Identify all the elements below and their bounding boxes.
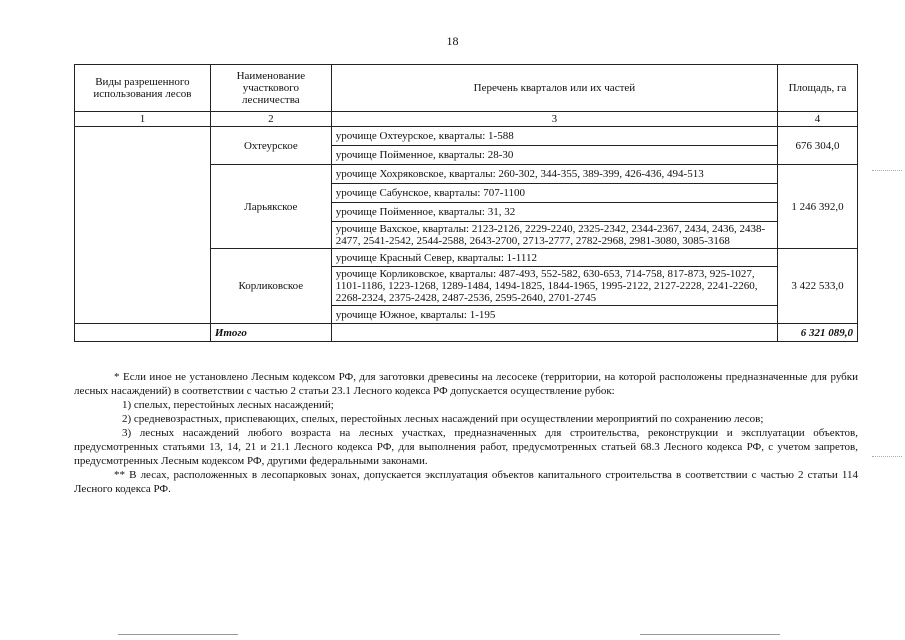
area-value: 3 422 533,0 [778,249,858,324]
header-area: Площадь, га [778,65,858,112]
scan-artifact [872,456,902,458]
total-row [75,324,858,342]
footnote-item-3: 3) лесных насаждений любого возраста на лесных участках, предназначенных для строительства, реконструкции и эксплуатации объектов, предусмотренных статьями 13, 14, 21 и 21.1 Лесного кодекса РФ, для выполнения работ, предусмотренных статьей 68.3 Лесного кодекса РФ, с учетом запретов, предусмотренных Лесным кодексом РФ, другими федеральными законами. [74,427,858,467]
footnote-2: ** В лесах, расположенных в лесопарковых зонах, допускается эксплуатация объектов капитального строительства в соответствии с частью 2 статьи 114 Лесного кодекса РФ. [74,469,858,495]
footnote-item-2: 2) средневозрастных, приспевающих, спелых, перестойных лесных насаждений при осуществлении мероприятий по сохранению лесов; [122,413,764,425]
column-number: 2 [210,112,331,127]
header-use-type: Виды разрешенного использования лесов [75,65,211,112]
footnotes [74,370,858,496]
empty-cell [331,324,777,342]
table-header-row [75,65,858,112]
scan-artifact [872,170,902,172]
quarters-cell: урочище Вахское, кварталы: 2123-2126, 2229-2240, 2325-2342, 2344-2367, 2434, 2436, 2438-2477, 2541-2542, 2544-2588, 2643-2700, 2713-2777, 2782-2968, 2981-3080, 3085-3168 [331,222,777,249]
table-row [75,127,858,146]
quarters-cell: урочище Южное, кварталы: 1-195 [331,306,777,324]
column-number: 1 [75,112,211,127]
quarters-cell: урочище Сабунское, кварталы: 707-1100 [331,184,777,203]
forestry-name: Ларьякское [210,165,331,249]
quarters-cell: урочище Пойменное, кварталы: 28-30 [331,146,777,165]
column-number: 3 [331,112,777,127]
forest-use-table [74,64,858,342]
quarters-cell: урочище Красный Север, кварталы: 1-1112 [331,249,777,267]
use-type-cell [75,127,211,324]
footnote-1: * Если иное не установлено Лесным кодексом РФ, для заготовки древесины на лесосеке (территории, на которой расположены предназначенные для рубки лесных насаждений) в соответствии с частью 2 статьи 23.1 Лесного кодекса РФ допускается осуществление рубок: [74,371,858,397]
bottom-rule [640,634,780,635]
column-number: 4 [778,112,858,127]
forestry-name: Охтеурское [210,127,331,165]
bottom-rule [118,634,238,635]
total-value: 6 321 089,0 [778,324,858,342]
column-number-row [75,112,858,127]
page-number: 18 [446,34,459,48]
empty-cell [75,324,211,342]
forestry-name: Корликовское [210,249,331,324]
total-label: Итого [210,324,331,342]
header-forestry-name: Наименование участкового лесничества [210,65,331,112]
quarters-cell: урочище Корликовское, кварталы: 487-493, 552-582, 630-653, 714-758, 817-873, 925-1027, 1101-1186, 1223-1268, 1289-1484, 1494-1825, 1844-1965, 1995-2122, 2127-2228, 2241-2260, 2268-2324, 2375-2428, 2487-2536, 2595-2640, 2701-2745 [331,267,777,306]
header-quarters-list: Перечень кварталов или их частей [331,65,777,112]
footnote-item-1: 1) спелых, перестойных лесных насаждений; [122,399,334,411]
area-value: 676 304,0 [778,127,858,165]
quarters-cell: урочище Пойменное, кварталы: 31, 32 [331,203,777,222]
area-value: 1 246 392,0 [778,165,858,249]
quarters-cell: урочище Хохряковское, кварталы: 260-302, 344-355, 389-399, 426-436, 494-513 [331,165,777,184]
quarters-cell: урочище Охтеурское, кварталы: 1-588 [331,127,777,146]
